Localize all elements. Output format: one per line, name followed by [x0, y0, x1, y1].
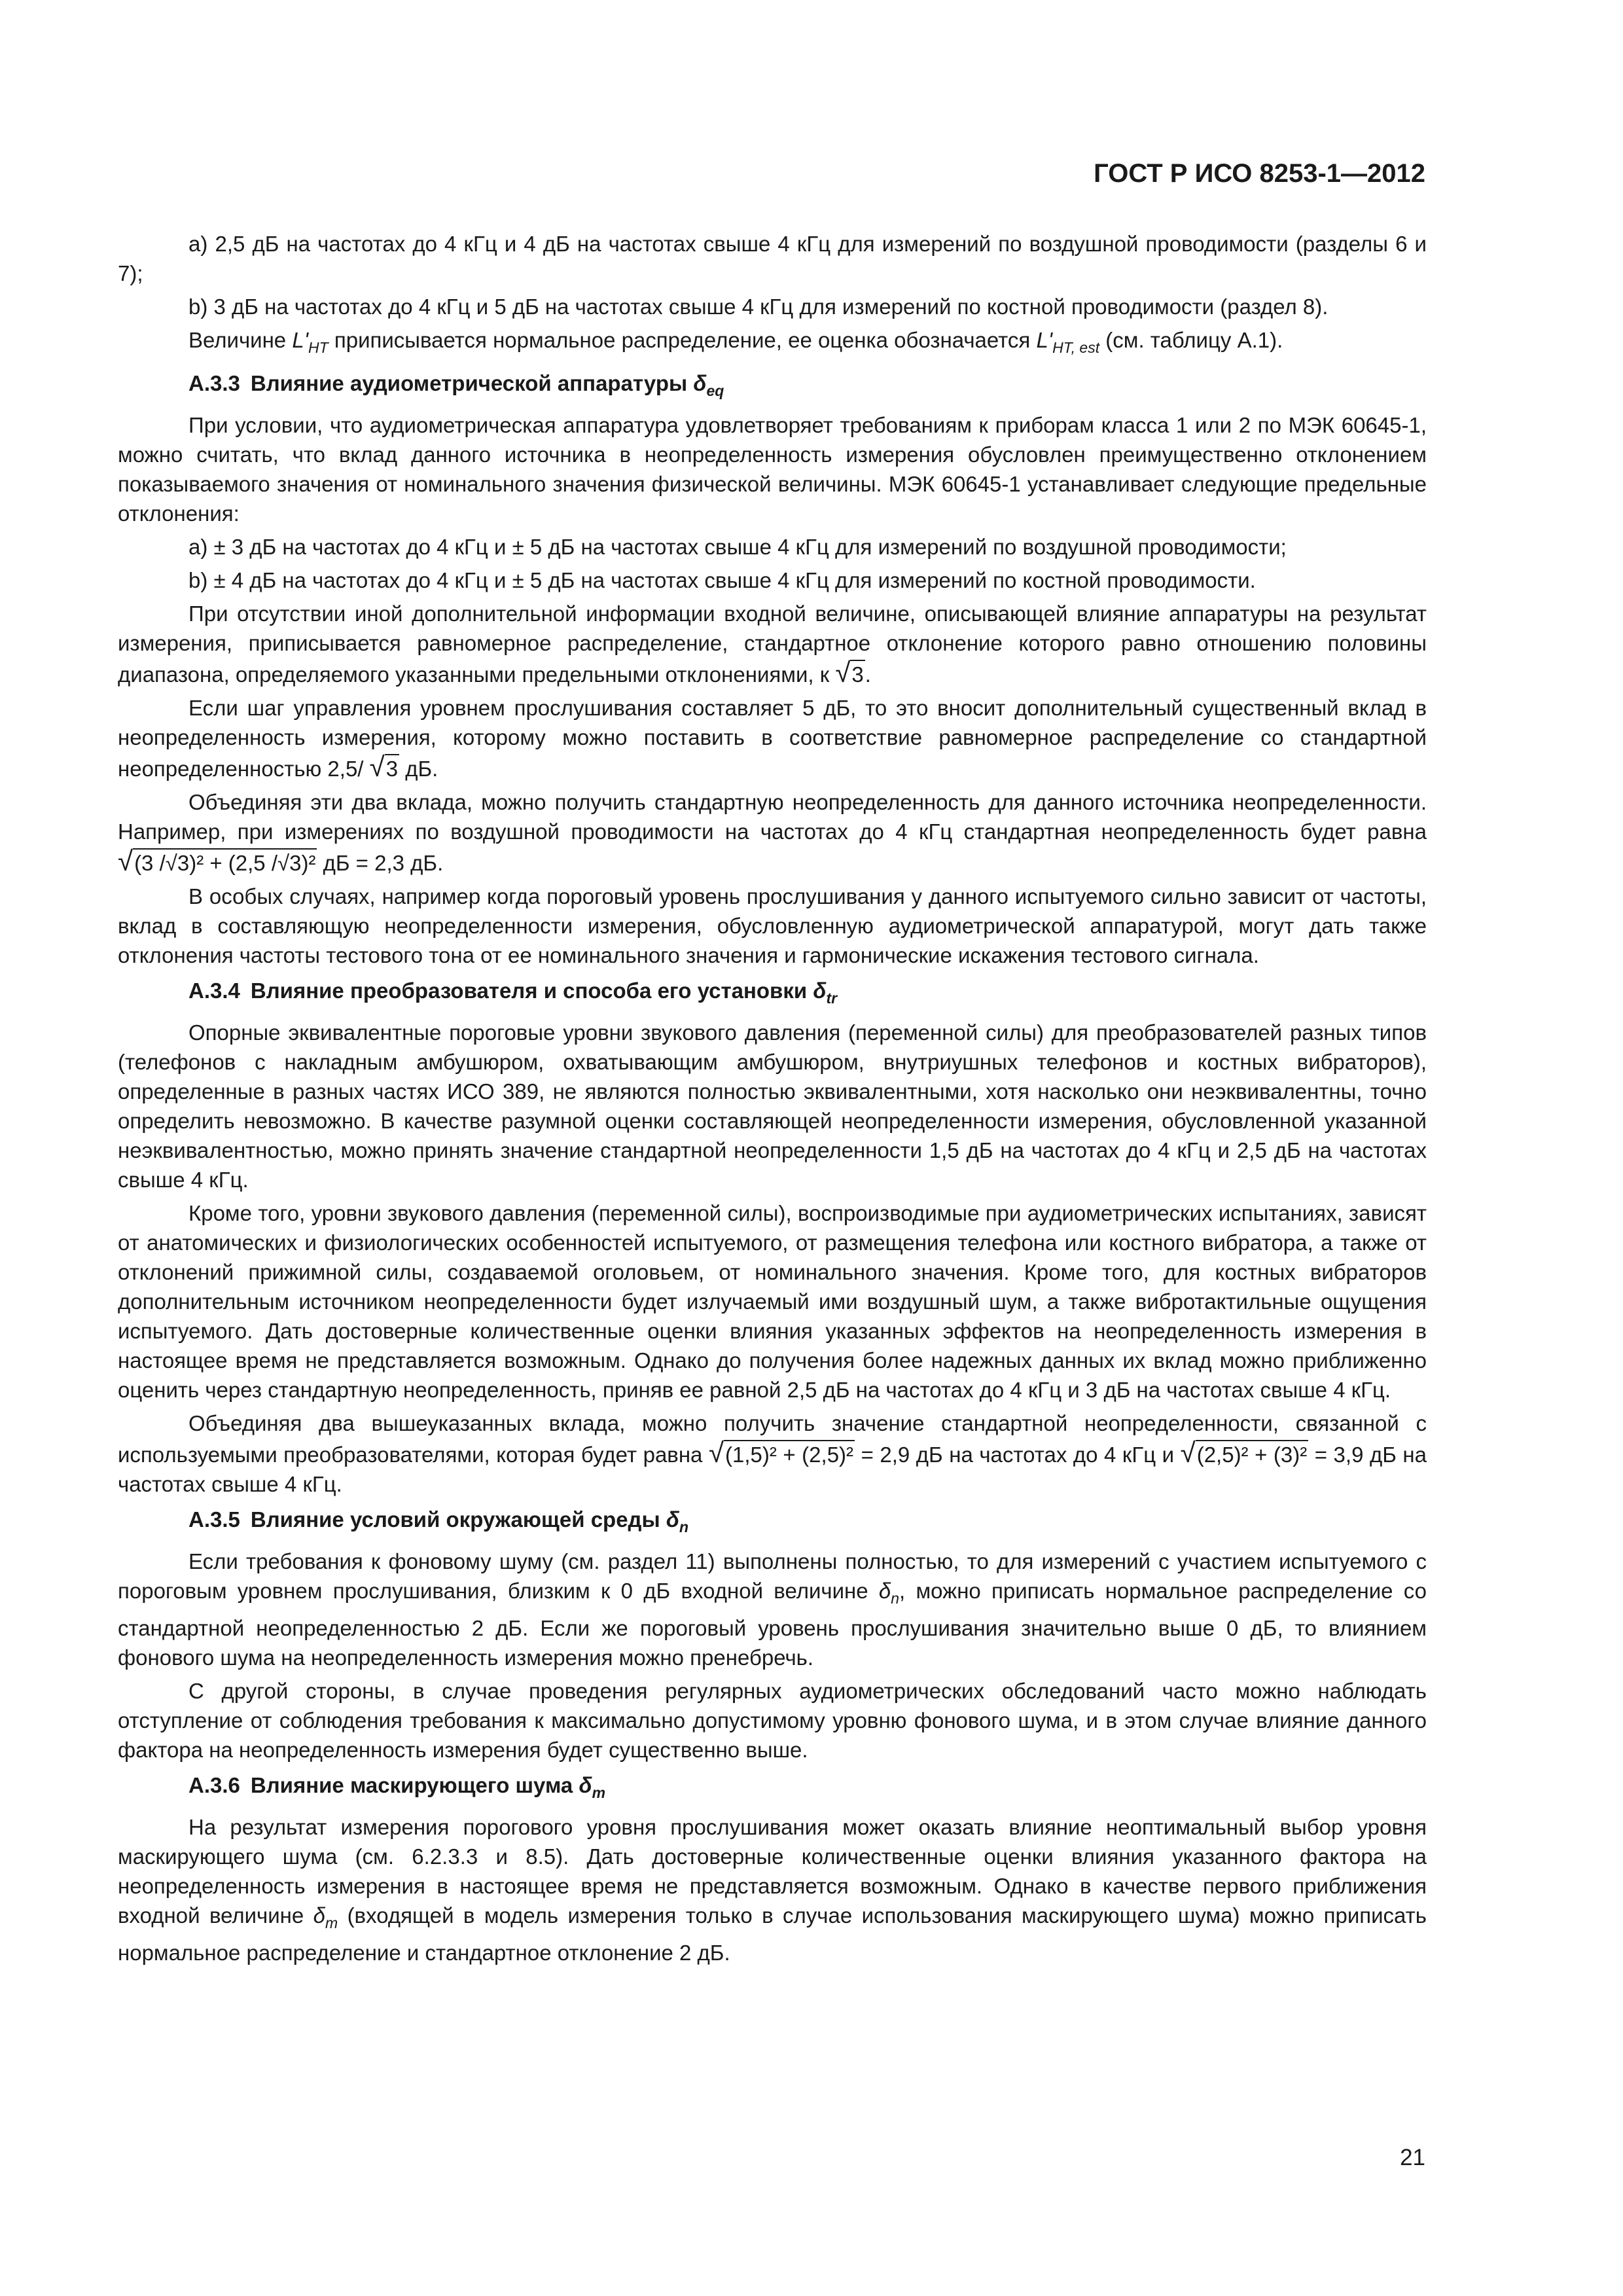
variable-lht-est: L'	[1036, 328, 1053, 352]
paragraph: На результат измерения порогового уровня прослушивания может оказать влияние неоптимальный выбор уровня маскирующего шума (см. 6.2.3.3 и 8.5). Дать достоверные количественные оценки влияния указанного фактора на неопределенность измерения в настоящее время не представляется возможным. Однако в качестве первого приближения входной величине $\delta_m$ (входящей в модель измерения только в случае использования маскирующего шума) можно приписать нормальное распределение и стандартное отклонение 2 дБ.	[118, 1815, 1427, 1965]
section-heading-a35: А.3.5 Влияние условий окружающей среды $\delta_n$	[188, 1507, 689, 1535]
paragraph: В особых случаях, например когда пороговый уровень прослушивания у данного испытуемого сильно зависит от частоты, вклад в составляющую неопределенности измерения, обусловленную аудиометрической аппаратурой, могут дать также отклонения частоты тестового тона от ее номинального значения и гармонические искажения тестового сигнала.	[118, 884, 1427, 967]
paragraph: Если шаг управления уровнем прослушивания составляет 5 дБ, то это вносит дополнительный существенный вклад в неопределенность измерения, которому можно поставить в соответствие равномерное распределение со стандартной неопределенностью 2,5/ √3 дБ.	[118, 696, 1427, 782]
section-heading-a36: А.3.6 Влияние маскирующего шума $\delta_m$	[188, 1773, 606, 1801]
sqrt-formula: √3	[835, 657, 864, 688]
paragraph: Опорные эквивалентные пороговые уровни звукового давления (переменной силы) для преобразователей разных типов (телефонов с накладным амбушюром, охватывающим амбушюром, внутриушных телефонов и костных вибраторов), определенные в разных частях ИСО 389, не являются полностью эквивалентными, хотя насколько они неэквивалентны, точно определить невозможно. В качестве разумной оценки составляющей неопределенности измерения, обусловленной указанной неэквивалентностью, можно принять значение стандартной неопределенности 1,5 дБ на частотах до 4 кГц и 2,5 дБ на частотах свыше 4 кГц.	[118, 1020, 1427, 1192]
paragraph: Объединяя два вышеуказанных вклада, можно получить значение стандартной неопределенности, связанной с используемыми преобразователями, которая будет равна √(1,5)² + (2,5)² = 2,9 дБ на частотах до 4 кГц и √(2,5)² + (3)² = 3,9 дБ на частотах свыше 4 кГц.	[118, 1411, 1427, 1496]
list-item-b: b) ± 4 дБ на частотах до 4 кГц и ± 5 дБ на частотах свыше 4 кГц для измерений по костной проводимости.	[188, 568, 1256, 592]
sqrt-formula: √(1,5)² + (2,5)²	[708, 1437, 854, 1468]
sqrt-formula: √3	[369, 751, 399, 782]
section-heading-a34: А.3.4 Влияние преобразователя и способа его установки $\delta_{tr}$	[188, 978, 838, 1007]
paragraph: Кроме того, уровни звукового давления (переменной силы), воспроизводимые при аудиометрических испытаниях, зависят от анатомических и физиологических особенностей испытуемого, от размещения телефона или костного вибратора, а также от отклонений прижимной силы, создаваемой оголовьем, от номинального значения. Кроме того, для костных вибраторов дополнительным источником неопределенности будет излучаемый ими воздушный шум, а также вибротактильные ощущения испытуемого. Дать достоверные количественные оценки влияния указанных эффектов на неопределенность измерения в настоящее время не представляется возможным. Однако до получения более надежных данных их вклад можно приближенно оценить через стандартную неопределенность, приняв ее равной 2,5 дБ на частотах до 4 кГц и 3 дБ на частотах свыше 4 кГц.	[118, 1201, 1427, 1402]
paragraph: Объединяя эти два вклада, можно получить стандартную неопределенность для данного источника неопределенности. Например, при измерениях по воздушной проводимости на частотах до 4 кГц стандартная неопределенность будет равна √(3 /√3)² + (2,5 /√3)² дБ = 2,3 дБ.	[118, 790, 1427, 876]
paragraph: При условии, что аудиометрическая аппаратура удовлетворяет требованиям к приборам класса 1 или 2 по МЭК 60645-1, можно считать, что вклад данного источника в неопределенность измерения обусловлен преимущественно отклонением показываемого значения от номинального значения физической величины. МЭК 60645-1 устанавливает следующие предельные отклонения:	[118, 413, 1427, 526]
paragraph: Если требования к фоновому шуму (см. раздел 11) выполнены полностью, то для измерений с участием испытуемого с пороговым уровнем прослушивания, близким к 0 дБ входной величине $\delta_n$, можно приписать нормальное распределение со стандартной неопределенностью 2 дБ. Если же пороговый уровень прослушивания значительно выше 0 дБ, то влиянием фонового шума на неопределенность измерения можно пренебречь.	[118, 1549, 1427, 1670]
list-item-a: a) 2,5 дБ на частотах до 4 кГц и 4 дБ на частотах свыше 4 кГц для измерений по воздушной проводимости (разделы 6 и 7);	[118, 232, 1427, 285]
page-content	[118, 229, 1427, 1967]
paragraph-distribution: Величине $L'_{HT}$ приписывается нормальное распределение, ее оценка обозначается $L'_{HT, est}$ (см. таблицу А.1).	[188, 328, 1283, 356]
sqrt-formula: √(2,5)² + (3)²	[1180, 1437, 1308, 1468]
variable-lht: L'	[292, 328, 308, 352]
sqrt-formula: √(3 /√3)² + (2,5 /√3)²	[118, 846, 316, 876]
page-number: 21	[1400, 2145, 1425, 2170]
section-heading-a33: А.3.3 Влияние аудиометрической аппаратуры $\delta_{eq}$	[188, 371, 724, 399]
list-item-a: a) ± 3 дБ на частотах до 4 кГц и ± 5 дБ на частотах свыше 4 кГц для измерений по воздушной проводимости;	[188, 535, 1287, 559]
paragraph: При отсутствии иной дополнительной информации входной величине, описывающей влияние аппаратуры на результат измерения, приписывается равномерное распределение, стандартное отклонение которого равно отношению половины диапазона, определяемого указанными предельными отклонениями, к √3.	[118, 601, 1427, 688]
paragraph: С другой стороны, в случае проведения регулярных аудиометрических обследований часто можно наблюдать отступление от соблюдения требования к максимально допустимому уровню фонового шума, и в этом случае влияние данного фактора на неопределенность измерения будет существенно выше.	[118, 1679, 1427, 1762]
document-header: ГОСТ Р ИСО 8253-1—2012	[1094, 159, 1425, 188]
list-item-b: b) 3 дБ на частотах до 4 кГц и 5 дБ на частотах свыше 4 кГц для измерений по костной проводимости (раздел 8).	[188, 295, 1329, 319]
